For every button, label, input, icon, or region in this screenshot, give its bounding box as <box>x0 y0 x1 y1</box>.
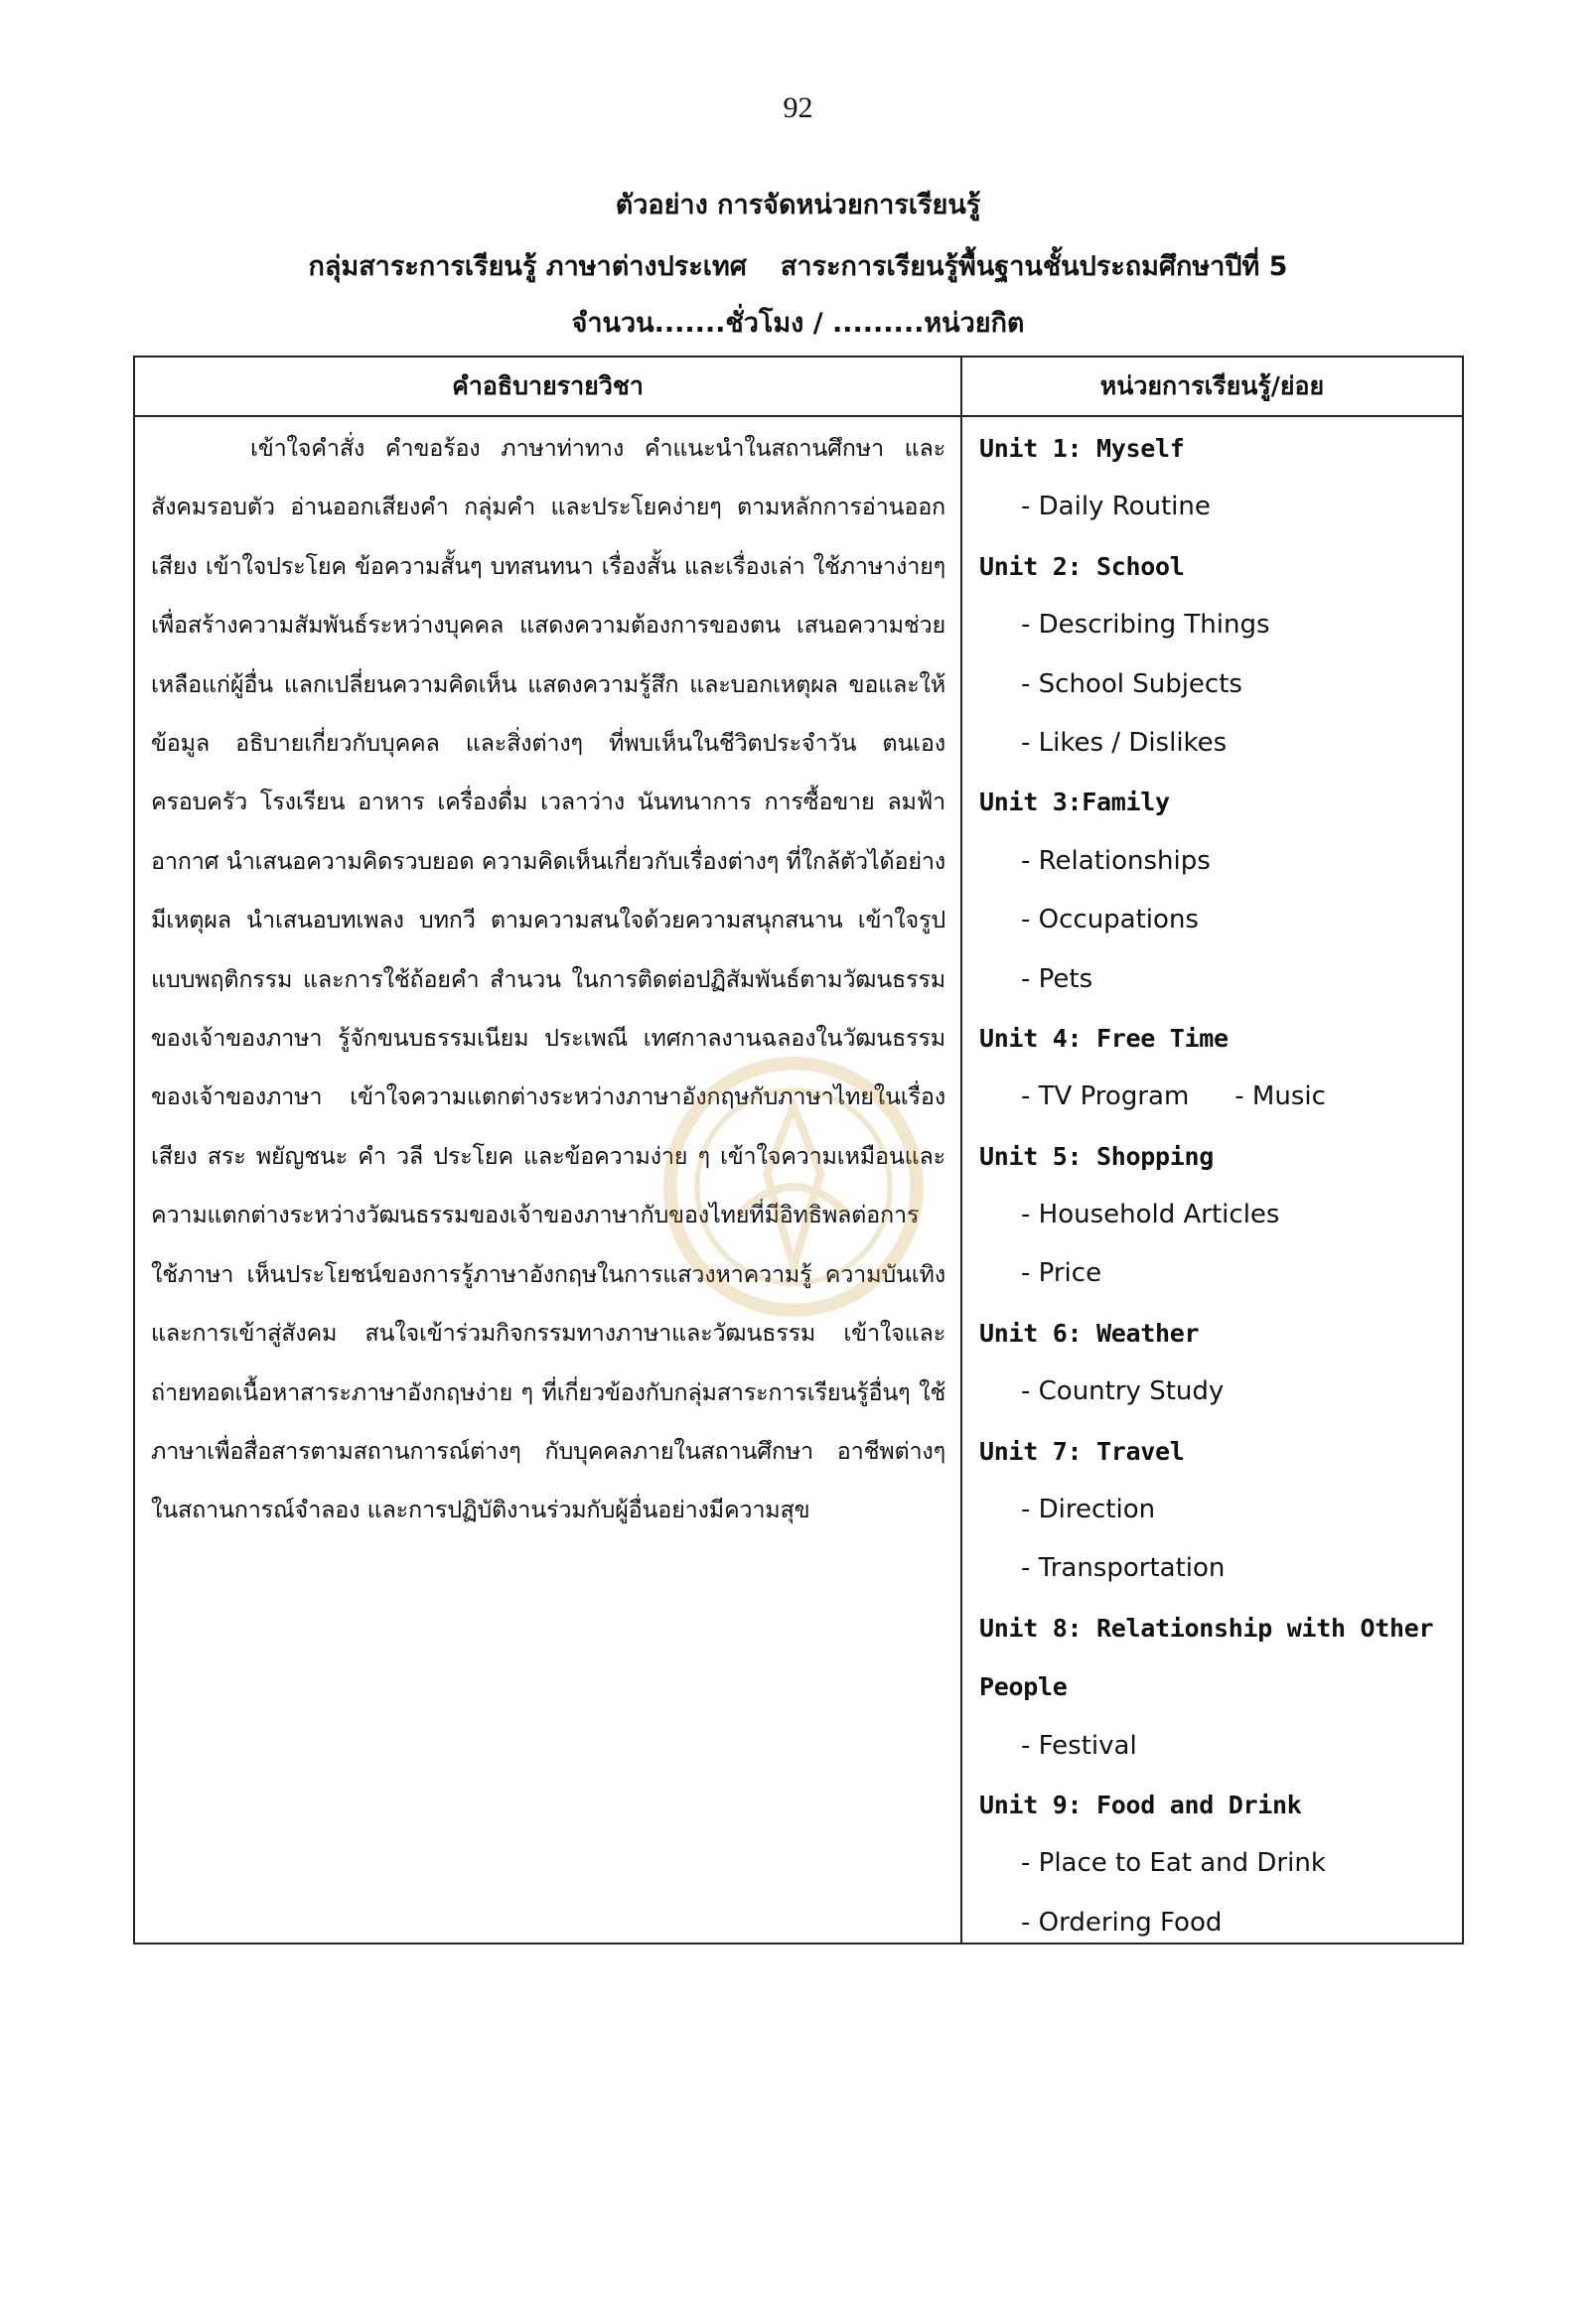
unit-title: Unit 5: Shopping <box>979 1141 1215 1171</box>
learning-units-list <box>979 419 1456 1952</box>
course-description: เข้าใจคำสั่ง คำขอร้อง ภาษาท่าทาง คำแนะนำในสถานศึกษา และสังคมรอบตัว อ่านออกเสียงคำ กลุ่มคำ และประโยคง่ายๆ ตามหลักการอ่านออกเสียง เข้าใจประโยค ข้อความสั้นๆ บทสนทนา เรื่องสั้น และเรื่องเล่า ใช้ภาษาง่ายๆ เพื่อสร้างความสัมพันธ์ระหว่างบุคคล แสดงความต้องการของตน เสนอความช่วยเหลือแก่ผู้อื่น แลกเปลี่ยนความคิดเห็น แสดงความรู้สึก และบอกเหตุผล ขอและให้ข้อมูล อธิบายเกี่ยวกับบุคคล และสิ่งต่างๆ ที่พบเห็นในชีวิตประจำวัน ตนเอง ครอบครัว โรงเรียน อาหาร เครื่องดื่ม เวลาว่าง นันทนาการ การซื้อขาย ลมฟ้าอากาศ นำเสนอความคิดรวบยอด ความคิดเห็นเกี่ยวกับเรื่องต่างๆ ที่ใกล้ตัวได้อย่างมีเหตุผล นำเสนอบทเพลง บทกวี ตามความสนใจด้วยความสนุกสนาน เข้าใจรูปแบบพฤติกรรม และการใช้ถ้อยคำ สำนวน ในการติดต่อปฏิสัมพันธ์ตามวัฒนธรรมของเจ้าของภาษา รู้จักขนบธรรมเนียม ประเพณี เทศกาลงานฉลองในวัฒนธรรมของเจ้าของภาษา เข้าใจความแตกต่างระหว่างภาษาอังกฤษกับภาษาไทยในเรื่องเสียง สระ พยัญชนะ คำ วลี ประโยค และข้อความง่าย ๆ เข้าใจความเหมือนและความแตกต่างระหว่างวัฒนธรรมของเจ้าของภาษากับของไทยที่มีอิทธิพลต่อการใช้ภาษา เห็นประโยชน์ของการรู้ภาษาอังกฤษในการแสวงหาความรู้ ความบันเทิงและการเข้าสู่สังคม สนใจเข้าร่วมกิจกรรมทางภาษาและวัฒนธรรม เข้าใจและถ่ายทอดเนื้อหาสาระภาษาอังกฤษง่าย ๆ ที่เกี่ยวข้องกับกลุ่มสาระการเรียนรู้อื่นๆ ใช้ภาษาเพื่อสื่อสารตามสถานการณ์ต่างๆ กับบุคคลภายในสถานศึกษา อาชีพต่างๆ ในสถานการณ์จำลอง และการปฏิบัติงานร่วมกับผู้อื่นอย่างมีความสุข <box>151 434 945 1524</box>
subtopic-label: - TV Program <box>1021 1081 1190 1112</box>
hours-credits-line: จำนวน.......ชั่วโมง / .........หน่วยกิต <box>571 308 1025 339</box>
subtopic-label: - School Subjects <box>1021 668 1242 699</box>
unit-subtopic <box>979 1481 1456 1539</box>
unit-title: Unit 3:Family <box>979 788 1170 817</box>
unit-subtopic <box>979 1244 1456 1303</box>
column-divider <box>960 358 962 1943</box>
subject-name: สาระการเรียนรู้พื้นฐานชั้นประถมศึกษาปีที่ 5 <box>780 251 1288 282</box>
column-header-units: หน่วยการเรียนรู้/ย่อย <box>1099 371 1325 400</box>
subtopic-label: - Country Study <box>1021 1376 1225 1407</box>
unit-subtopic <box>979 478 1456 536</box>
unit-subtopic <box>979 655 1456 714</box>
subtopic-label: - Ordering Food <box>1021 1907 1223 1938</box>
subtopic-label: - Household Articles <box>1021 1200 1280 1230</box>
unit-title: Unit 7: Travel <box>979 1436 1185 1466</box>
subtopic-label: - Festival <box>1021 1730 1137 1761</box>
subtopic-label: - Pets <box>1021 963 1093 994</box>
subtopic-label: - Transportation <box>1021 1553 1226 1584</box>
column-header-description: คำอธิบายรายวิชา <box>452 371 644 400</box>
unit-subtopic <box>979 1539 1456 1598</box>
unit-title: Unit 1: Myself <box>979 434 1185 463</box>
subtopic-label: - Occupations <box>1021 905 1199 936</box>
subtopic-label: - Relationships <box>1021 845 1211 876</box>
unit-title: People <box>979 1672 1068 1702</box>
unit-subtopic <box>979 832 1456 891</box>
learning-group: กลุ่มสาระการเรียนรู้ ภาษาต่างประเทศ <box>308 251 747 282</box>
subtopic-label: - Place to Eat and Drink <box>1021 1848 1326 1879</box>
unit-title: Unit 6: Weather <box>979 1318 1200 1348</box>
unit-subtopic <box>979 596 1456 654</box>
table-header-row <box>135 358 1462 417</box>
subject-line <box>0 244 1596 287</box>
unit-subtopic <box>979 1186 1456 1244</box>
unit-subtopic <box>979 1363 1456 1421</box>
unit-subtopic <box>979 950 1456 1009</box>
unit-title: Unit 4: Free Time <box>979 1023 1229 1053</box>
unit-subtopic <box>979 1834 1456 1893</box>
unit-subtopic <box>979 1894 1456 1952</box>
page-title: ตัวอย่าง การจัดหน่วยการเรียนรู้ <box>615 190 981 220</box>
page-number: 92 <box>783 91 813 124</box>
school-emblem-watermark <box>659 1053 928 1321</box>
unit-title: Unit 9: Food and Drink <box>979 1790 1302 1819</box>
subtopic-label: - Direction <box>1021 1495 1156 1525</box>
subtopic-label: - Price <box>1021 1258 1102 1289</box>
subtopic-label: - Likes / Dislikes <box>1021 727 1228 758</box>
unit-subtopic <box>979 1717 1456 1776</box>
unit-subtopic <box>979 1068 1456 1126</box>
subtopic-label: - Describing Things <box>1021 610 1270 641</box>
unit-title: Unit 8: Relationship with Other <box>979 1613 1434 1643</box>
subtopic-label: - Music <box>1234 1081 1326 1112</box>
unit-title: Unit 2: School <box>979 551 1185 581</box>
unit-subtopic <box>979 891 1456 949</box>
unit-subtopic <box>979 714 1456 773</box>
subtopic-label: - Daily Routine <box>1021 492 1211 522</box>
